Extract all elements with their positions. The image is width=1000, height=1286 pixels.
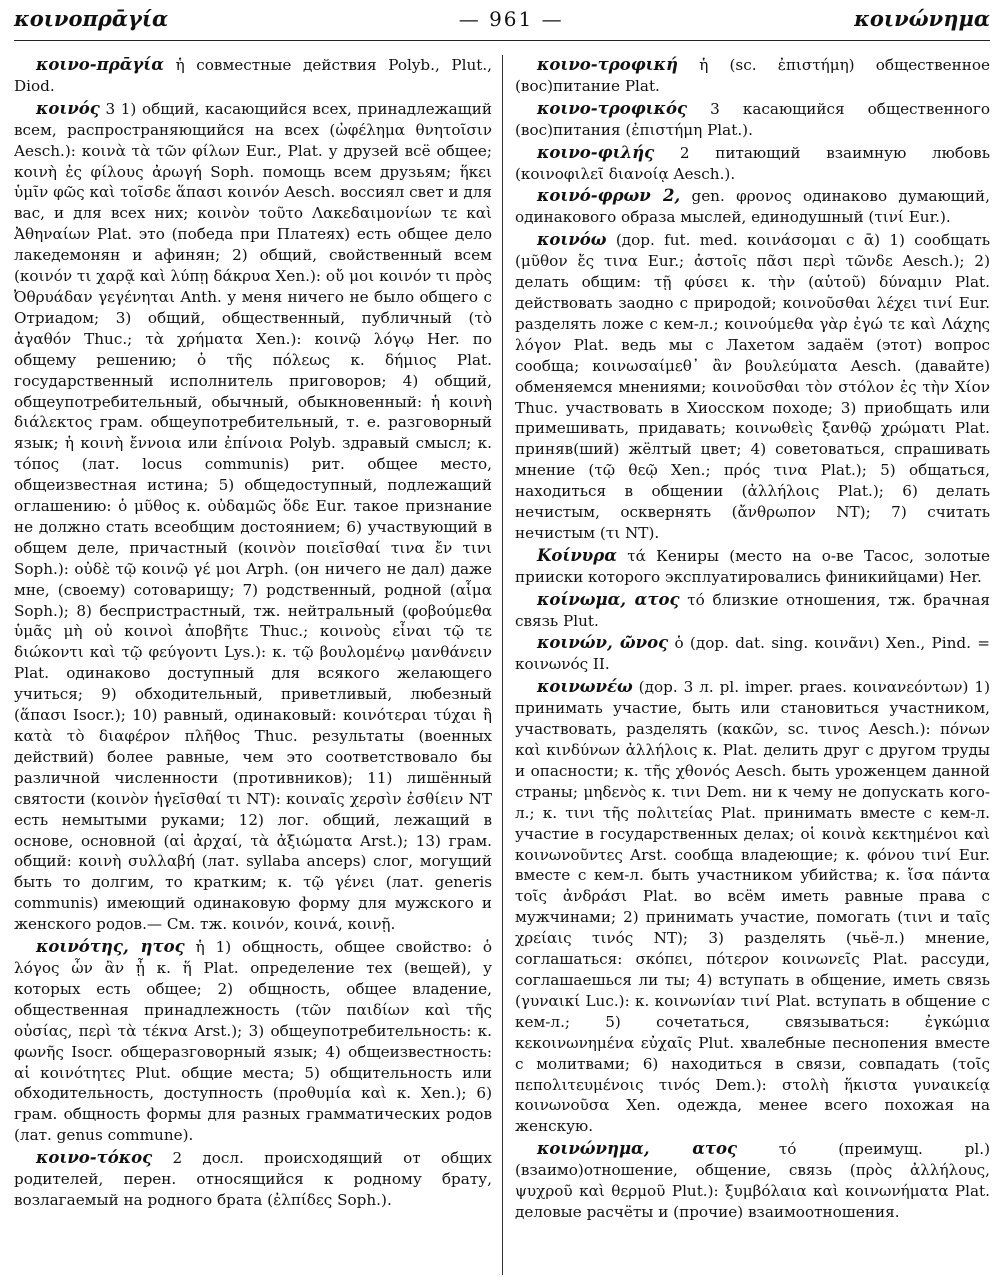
headword: κοινός — [36, 98, 100, 118]
entry-koinophiles — [515, 142, 995, 185]
left-column — [14, 55, 502, 1275]
entry-text: 3 касающийся общественного (вос)питания (ἐπιστήμη Plat.). — [515, 99, 995, 139]
entry-text: 2 досл. происходящий от общих родителей, перен. относящийся к родному брату, возлагаемый на родного брата (ἐλπίδες Soph.). — [14, 1149, 497, 1209]
right-running-headword: κοινώνημα — [854, 6, 990, 31]
entry-text: 3 1) общий, касающийся всех, принадлежащий всем, распространяющийся на всех (ὠφέλημα θνητοῖσιν Aesch.): κοινὰ τὰ τῶν φίλων Eur., Plat. у друзей всё общее; κοινὴ ἐς φίλους ἀρωγή Soph. помощь всем друзьям; ἥκει ὑμῖν φῶς καὶ τοῖσδε ἅπασι κοινόν Aesch. воссиял свет и для вас, и для всех них; κοινὸν τοῦτο Λακεδαιμονίων τε καὶ Ἀθηναίων Plat. это (победа при Платеях) есть общее дело лакедемонян и афинян; 2) общий, свойственный всем (κοινόν τι χαρᾷ καὶ λύπῃ δάκρυα Xen.): οὔ μοι κοινόν τι πρὸς Ὀθρυάδαν γεγένηται Anth. у меня ничего не было общего с Отриадом; 3) общий, общественный, публичный (τὸ ἀγαθόν Thuc.; τὰ χρήματα Xen.): κοινῷ λόγῳ Her. по общему решению; ὁ τῆς πόλεως κ. δήμιος Plat. государственный исполнитель приговоров; 4) общий, общеупотребительный, обычный, обыкновенный: ἡ κοινὴ διάλεκτος грам. общеупотребительный, т. е. разговорный язык; ἡ κοινὴ ἔννοια или ἐπίνοια Polyb. здравый смысл; κ. τόπος (лат. locus communis) рит. общее место, общеизвестная истина; 5) общедоступный, подлежащий оглашению: ὁ μῦθος κ. οὐδαμῶς ὅδε Eur. такое признание не должно стать всеобщим достоянием; 6) участвующий в общем деле, причастный (κοινὸν ποιεῖσθαί τινα ἔν τινι Soph.): οὐδὲ τῷ κοινῷ γέ μοι Arph. (он ничего не дал) даже мне, (своему) сотоварищу; 7) родственный, родной (αἷμα Soph.); 8) беспристрастный, тж. нейтральный (φοβούμεθα ὑμᾶς μὴ οὐ κοινοὶ ἀποβῆτε Thuc.; κοινοὺς εἶναι τῷ τε διώκοντι καὶ τῷ φεύγοντι Lys.): κ. τῷ βουλομένῳ μανθάνειν Plat. одинаково доступный для всякого желающего учиться; 9) обходительный, приветливый, любезный (ἅπασι Isocr.); 10) равный, одинаковый: κοινότεραι τύχαι ἢ κατὰ τὸ διαφέρον πλῆθος Thuc. результаты (военных действий) более равные, чем это соответствовало бы различной численности (противников); 11) лишённый святости (κοινὸν ἡγεῖσθαί τι NT): κοιναῖς χερσὶν ἐσθίειν NT есть немытыми руками; 12) лог. общий, лежащий в основе, основной (αἱ ἀρχαί, τὰ ἀξιώματα Arst.); 13) грам. общий: κοινὴ συλλαβή (лат. syllaba anceps) слог, могущий быть то долгим, то кратким; κ. τῷ γένει (лат. generis communis) имеющий одинаковую форму для мужского и женского родов.— См. тж. κοινόν, κοινά, κοινῇ. — [14, 99, 497, 934]
entry-text: ὁ (дор. dat. sing. κοινᾶνι) Xen., Pind. = κοινωνός II. — [515, 634, 995, 674]
entry-koinyra — [515, 545, 995, 588]
headword: κοινών, ῶνος — [537, 633, 669, 653]
headword: κοινώνημα, ατος — [537, 1139, 738, 1159]
entry-text: τά Кениры (место на о-ве Тасос, золотые прииски которого эксплуатировались финикийцами) Her. — [515, 546, 995, 586]
page-header — [14, 6, 990, 41]
entry-text: ἡ совместные действия Polyb., Plut., Diod. — [14, 56, 497, 95]
headword: κοινο-τόκος — [36, 1148, 153, 1168]
entry-koinon — [515, 633, 995, 675]
entry-koinopragia — [14, 55, 497, 97]
entry-koinoma — [515, 589, 995, 632]
headword: κοινότης, ητος — [36, 937, 185, 957]
entry-koinotrophikos — [515, 98, 995, 141]
entry-text: gen. φρονος одинаково думающий, одинакового образа мыслей, единодушный (τινί Eur.). — [515, 187, 995, 227]
headword: κοινο-τροφική — [537, 55, 679, 74]
entry-text: (дор. 3 л. pl. imper. praes. κοινανεόντων) 1) принимать участие, быть или становиться участником, участвовать, разделять (κακῶν, sc. τινος Aesch.): πόνων καὶ κινδύνων ἀλλήλοις κ. Plat. делить друг с другом труды и опасности; κ. τῆς χθονός Aesch. быть уроженцем данной страны; μηδενὸς κ. τινι Dem. ни к чему не допускать кого-л.; κ. τινι τῆς πολιτείας Plat. принимать вместе с кем-л. участие в государственных делах; οἱ κοινὰ κεκτημένοι καὶ κοινωνοῦντες Arst. сообща владеющие; κ. φόνου τινί Eur. вместе с кем-л. быть участником убийства; κ. ἴσα πάντα τοῖς ἀνδράσι Plat. во всём иметь равные права с мужчинами; 2) принимать участие, помогать (τινι и ταῖς χρείαις τινός NT); 3) разделять (чьё-л.) мнение, соглашаться: σκόπει, πότερον κοινωνεῖς Plat. рассуди, соглашаешься ли ты; 4) вступать в общение, иметь связь (γυναικί Luc.): κ. κοινωνίαν τινί Plat. вступать в общение с кем-л.; 5) сочетаться, связываться: ἐγκώμια κεκοινωνημένα εὐχαῖς Plut. хвалебные песнопения вместе с молитвами; 6) находиться в связи, совпадать (τοῖς πεπολιτευμένοις τινός Dem.): στολὴ ἥκιστα γυναικείᾳ κοινωνοῦσα Xen. одежда, менее всего похожая на женскую. — [515, 678, 995, 1136]
headword: κοινό-φρων 2, — [537, 186, 681, 206]
entry-koinos — [14, 98, 497, 935]
entry-text: (дор. fut. med. κοινάσομαι с ᾱ) 1) сообщать (μῦθον ἔς τινα Eur.; ἀστοῖς πᾶσι περὶ τῶνδε Aesch.); 2) делать общим: τῇ φύσει κ. τὴν (αὑτοῦ) δύναμιν Plat. действовать заодно с природой; κοινοῦσθαι λέχει τινί Eur. разделять ложе с кем-л.; κοινούμεθα γὰρ ἐγώ τε καὶ Λάχης λόγον Plat. ведь мы с Лахетом задаём (этот) вопрос сообща; κοινωσαίμεθ᾽ ἂν βουλεύματα Aesch. (давайте) обменяемся мнениями; κοινοῦσθαι τὸν στόλον ἐς τὴν Χίον Thuc. участвовать в Хиосском походе; 3) приобщать или примешивать, придавать; κοινωθεὶς ξανθῷ χρώματι Plat. приняв(ший) жёлтый цвет; 4) советоваться, спрашивать мнение (τῷ θεῷ Xen.; πρός τινα Plat.); 5) общаться, находиться в общении (ἀλλήλοις Plat.); 6) делать нечистым, осквернять (ἄνθρωπον NT); 7) считать нечистым (τι NT). — [515, 231, 995, 542]
entry-koinotrophike — [515, 55, 995, 97]
headword: Κοίνυρα — [537, 545, 617, 565]
right-column — [502, 55, 995, 1275]
entry-text: τό (преимущ. pl.) (взаимо)отношение, общение, связь (πρὸς ἀλλήλους, ψυχροῦ καὶ θερμοῦ Plut.): ξυμβόλαια καὶ κοινωνήματα Plat. деловые расчёты и (прочие) взаимоотношения. — [515, 1140, 995, 1221]
headword: κοινωνέω — [537, 677, 633, 697]
headword: κοινο-πρᾱγία — [36, 55, 164, 74]
page-number: — 961 — — [458, 7, 564, 31]
entry-koinotokos — [14, 1148, 497, 1211]
left-running-headword: κοινοπρᾱγία — [14, 6, 169, 31]
headword: κοίνωμα, ατος — [537, 589, 680, 609]
entry-text: 2 питающий взаимную любовь (κοινοφιλεῖ διανοίᾳ Aesch.). — [515, 143, 995, 183]
entry-koinophron — [515, 186, 995, 228]
headword: κοινο-φιλής — [537, 142, 655, 162]
entry-koinotes — [14, 937, 497, 1146]
entry-koinoo — [515, 230, 995, 544]
entry-text: ἡ (sc. ἐπιστήμη) общественное (вос)питание Plat. — [515, 56, 995, 95]
headword: κοινο-τροφικός — [537, 98, 688, 118]
entry-koinonema — [515, 1139, 995, 1223]
entry-text: ἡ 1) общность, общее свойство: ὁ λόγος ὧν ἂν ᾖ κ. ἥ Plat. определение тех (вещей), у которых есть общее; 2) общность, общее владение, общественная принадлежность (τῶν παιδίων καὶ τῆς οὐσίας, περὶ τὰ τέκνα Arst.); 3) общеупотребительность: κ. φωνῆς Isocr. общеразговорный язык; 4) общеизвестность: αἱ κοινότητες Plut. общие места; 5) общительность или обходительность, доступность (προθυμία καὶ κ. Xen.); 6) грам. общность формы для разных грамматических родов (лат. genus commune). — [14, 938, 497, 1145]
entry-koinoneo — [515, 677, 995, 1137]
columns — [14, 55, 995, 1275]
entry-text: τό близкие отношения, тж. брачная связь Plut. — [515, 590, 995, 630]
headword: κοινόω — [537, 230, 607, 250]
